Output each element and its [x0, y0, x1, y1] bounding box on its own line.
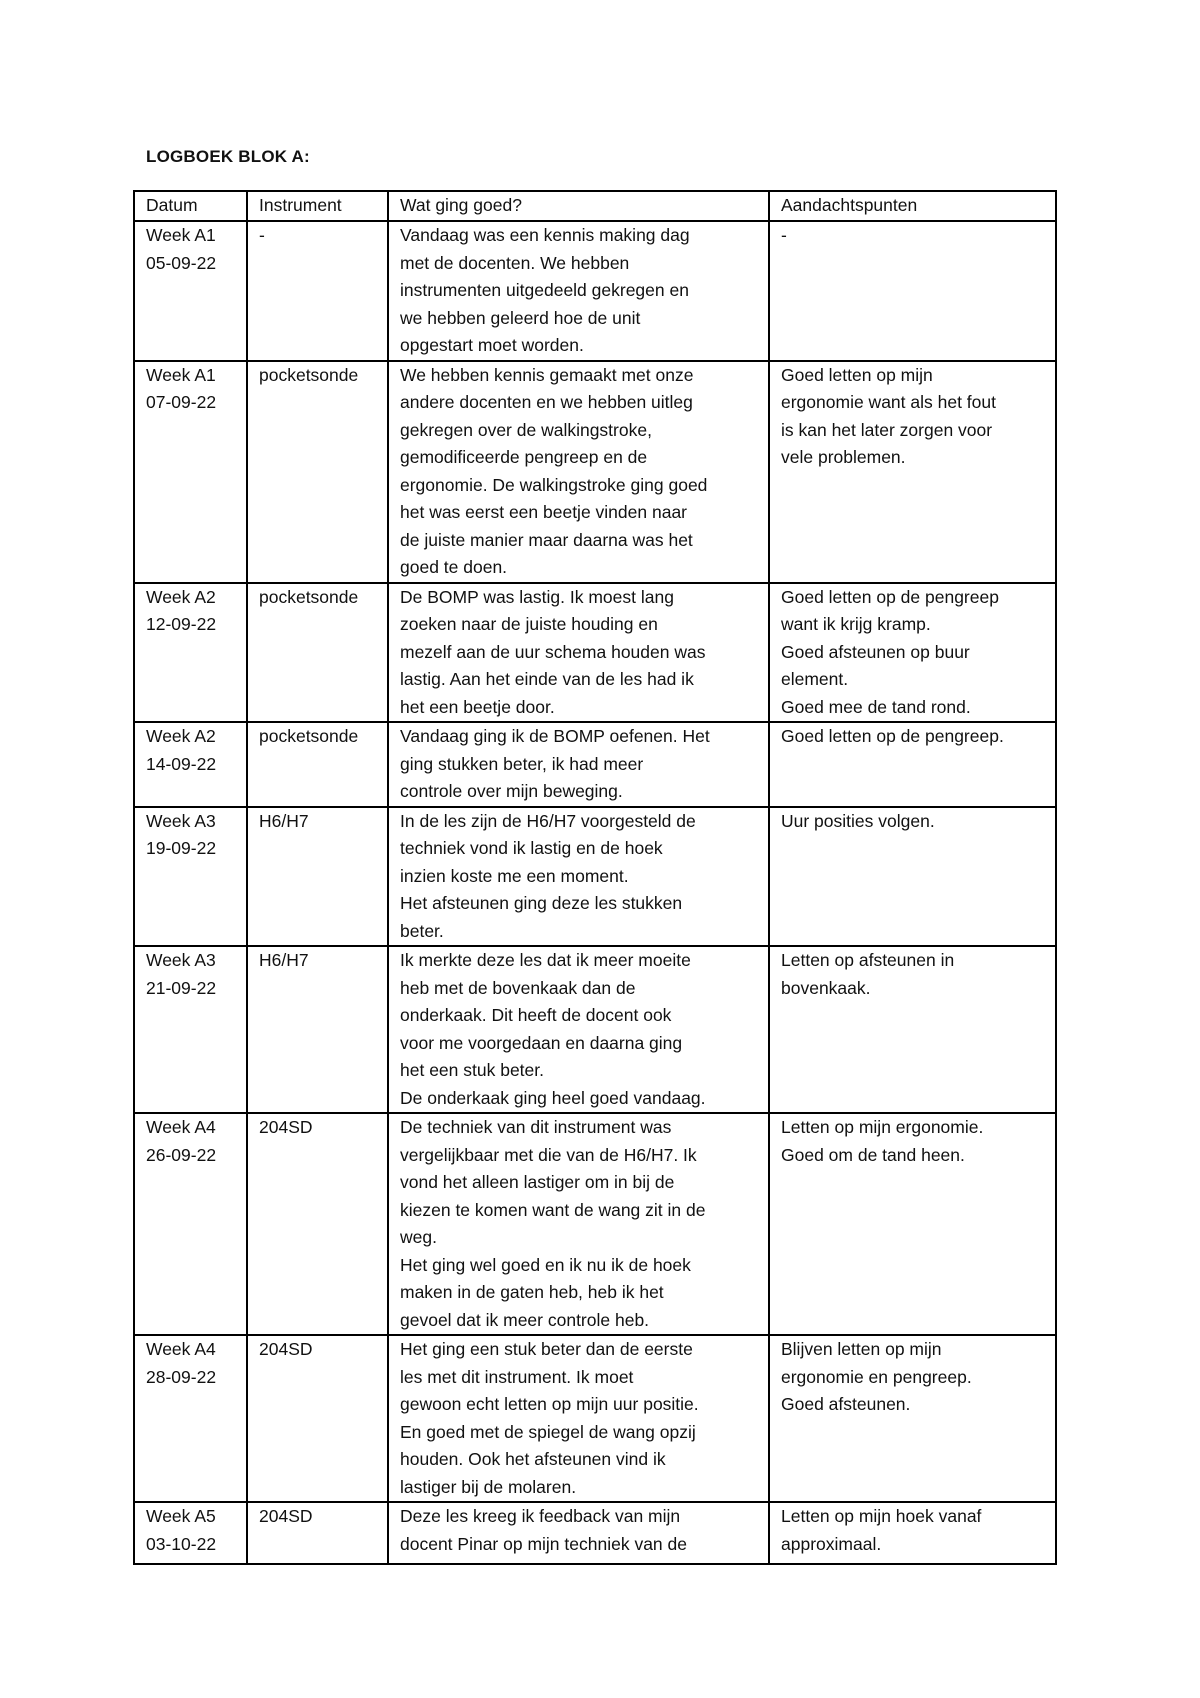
instrument-cell: 204SD	[247, 1113, 388, 1335]
text-line: gewoon echt letten op mijn uur positie.	[400, 1394, 699, 1414]
text-line: Letten op afsteunen in	[781, 950, 955, 970]
text-line: Goed letten op mijn	[781, 364, 933, 385]
aandachtspunten-cell	[769, 722, 1056, 807]
date-value: 14-09-22	[146, 753, 217, 774]
instrument-cell: 204SD	[247, 1335, 388, 1502]
text-line: gemodificeerde pengreep en de	[400, 447, 648, 467]
table-row	[134, 1335, 1056, 1502]
text-line: kiezen te komen want de wang zit in de	[400, 1199, 706, 1220]
date-value: 28-09-22	[146, 1366, 217, 1387]
text-line: houden. Ook het afsteunen vind ik	[400, 1449, 666, 1469]
week-label: Week A4	[146, 1339, 216, 1359]
instrument-cell: pocketsonde	[247, 361, 388, 583]
text-line: -	[781, 225, 787, 245]
text-line: De onderkaak ging heel goed vandaag.	[400, 1087, 706, 1108]
column-header-datum: Datum	[134, 191, 247, 221]
table-row	[134, 1113, 1056, 1335]
date-value: 19-09-22	[146, 838, 217, 858]
date-cell	[134, 722, 247, 807]
aandachtspunten-cell	[769, 1335, 1056, 1502]
text-line: Goed mee de tand rond.	[781, 696, 971, 717]
logbook-table	[133, 190, 1057, 1565]
date-cell	[134, 807, 247, 947]
text-line: goed te doen.	[400, 557, 508, 577]
instrument-cell: pocketsonde	[247, 583, 388, 723]
week-label: Week A3	[146, 950, 216, 970]
text-line: vergelijkbaar met die van de H6/H7. Ik	[400, 1144, 697, 1165]
text-line: Ik merkte deze les dat ik meer moeite	[400, 950, 691, 970]
text-line: voor me voorgedaan en daarna ging	[400, 1032, 683, 1053]
text-line: we hebben geleerd hoe de unit	[400, 307, 641, 328]
text-line: het was eerst een beetje vinden naar	[400, 502, 687, 522]
wat-ging-goed-cell	[388, 807, 769, 947]
wat-ging-goed-cell	[388, 1335, 769, 1502]
date-value: 26-09-22	[146, 1144, 217, 1165]
text-line: andere docenten en we hebben uitleg	[400, 392, 693, 412]
text-line: want ik krijg kramp.	[781, 614, 931, 634]
text-line: opgestart moet worden.	[400, 335, 584, 355]
text-line: maken in de gaten heb, heb ik het	[400, 1282, 664, 1302]
text-line: De BOMP was lastig. Ik moest lang	[400, 586, 674, 607]
text-line: Vandaag ging ik de BOMP oefenen. Het	[400, 726, 710, 746]
text-line: Goed letten op de pengreep	[781, 586, 999, 607]
text-line: gekregen over de walkingstroke,	[400, 419, 652, 440]
week-label: Week A1	[146, 225, 216, 245]
wat-ging-goed-cell	[388, 583, 769, 723]
aandachtspunten-cell	[769, 946, 1056, 1113]
text-line: In de les zijn de H6/H7 voorgesteld de	[400, 810, 696, 831]
instrument-cell: pocketsonde	[247, 722, 388, 807]
text-line: Blijven letten op mijn	[781, 1339, 942, 1359]
week-label: Week A2	[146, 726, 216, 746]
date-cell	[134, 1335, 247, 1502]
text-line: de juiste manier maar daarna was het	[400, 529, 693, 550]
date-value: 05-09-22	[146, 252, 217, 273]
text-line: Letten op mijn ergonomie.	[781, 1117, 984, 1137]
table-row	[134, 722, 1056, 807]
table-row	[134, 583, 1056, 723]
text-line: Het afsteunen ging deze les stukken	[400, 893, 683, 913]
text-line: Het ging wel goed en ik nu ik de hoek	[400, 1254, 691, 1275]
logbook-body	[134, 191, 1056, 1564]
wat-ging-goed-cell	[388, 722, 769, 807]
text-line: Goed afsteunen op buur	[781, 641, 970, 662]
text-line: bovenkaak.	[781, 977, 871, 998]
table-row	[134, 361, 1056, 583]
text-line: gevoel dat ik meer controle heb.	[400, 1309, 650, 1330]
text-line: lastig. Aan het einde van de les had ik	[400, 669, 694, 689]
text-line: vond het alleen lastiger om in bij de	[400, 1172, 675, 1192]
week-label: Week A3	[146, 810, 216, 831]
table-row	[134, 1502, 1056, 1564]
instrument-cell: H6/H7	[247, 807, 388, 947]
date-cell	[134, 583, 247, 723]
wat-ging-goed-cell	[388, 361, 769, 583]
date-cell	[134, 946, 247, 1113]
text-line: onderkaak. Dit heeft de docent ook	[400, 1005, 672, 1025]
text-line: weg.	[400, 1227, 437, 1247]
wat-ging-goed-cell	[388, 946, 769, 1113]
aandachtspunten-cell	[769, 1113, 1056, 1335]
text-line: Het ging een stuk beter dan de eerste	[400, 1339, 693, 1359]
table-row	[134, 221, 1056, 361]
text-line: We hebben kennis gemaakt met onze	[400, 364, 694, 385]
week-label: Week A2	[146, 586, 216, 607]
week-label: Week A4	[146, 1117, 216, 1137]
aandachtspunten-cell	[769, 583, 1056, 723]
text-line: ergonomie want als het fout	[781, 392, 996, 412]
date-value: 21-09-22	[146, 977, 217, 998]
text-line: ergonomie en pengreep.	[781, 1366, 972, 1387]
text-line: beter.	[400, 920, 444, 941]
column-header-aandachtspunten: Aandachtspunten	[769, 191, 1056, 221]
text-line: Goed afsteunen.	[781, 1394, 911, 1414]
date-cell	[134, 1113, 247, 1335]
date-value: 03-10-22	[146, 1533, 217, 1554]
header-row	[134, 191, 1056, 221]
instrument-cell: H6/H7	[247, 946, 388, 1113]
date-value: 07-09-22	[146, 392, 217, 412]
week-label: Week A1	[146, 364, 216, 385]
text-line: Letten op mijn hoek vanaf	[781, 1506, 982, 1526]
date-value: 12-09-22	[146, 614, 217, 634]
text-line: les met dit instrument. Ik moet	[400, 1366, 634, 1387]
text-line: ergonomie. De walkingstroke ging goed	[400, 474, 708, 495]
text-line: het een beetje door.	[400, 696, 555, 717]
text-line: Uur posities volgen.	[781, 810, 935, 831]
aandachtspunten-cell	[769, 361, 1056, 583]
text-line: Goed letten op de pengreep.	[781, 726, 1004, 746]
date-cell	[134, 221, 247, 361]
text-line: approximaal.	[781, 1533, 882, 1554]
wat-ging-goed-cell	[388, 1502, 769, 1564]
date-cell	[134, 1502, 247, 1564]
text-line: element.	[781, 669, 849, 689]
text-line: Deze les kreeg ik feedback van mijn	[400, 1506, 681, 1526]
text-line: vele problemen.	[781, 447, 906, 467]
wat-ging-goed-cell	[388, 221, 769, 361]
text-line: En goed met de spiegel de wang opzij	[400, 1421, 696, 1442]
table-row	[134, 807, 1056, 947]
text-line: heb met de bovenkaak dan de	[400, 977, 636, 998]
aandachtspunten-cell	[769, 221, 1056, 361]
text-line: Vandaag was een kennis making dag	[400, 225, 690, 245]
text-line: De techniek van dit instrument was	[400, 1117, 672, 1137]
instrument-cell: -	[247, 221, 388, 361]
text-line: controle over mijn beweging.	[400, 781, 623, 801]
text-line: docent Pinar op mijn techniek van de	[400, 1533, 687, 1554]
text-line: het een stuk beter.	[400, 1060, 544, 1080]
week-label: Week A5	[146, 1506, 216, 1526]
text-line: ging stukken beter, ik had meer	[400, 753, 644, 774]
page-title: LOGBOEK BLOK A:	[146, 147, 310, 166]
text-line: lastiger bij de molaren.	[400, 1476, 577, 1497]
text-line: instrumenten uitgedeeld gekregen en	[400, 280, 689, 300]
aandachtspunten-cell	[769, 1502, 1056, 1564]
text-line: techniek vond ik lastig en de hoek	[400, 838, 663, 858]
instrument-cell: 204SD	[247, 1502, 388, 1564]
date-cell	[134, 361, 247, 583]
text-line: Goed om de tand heen.	[781, 1144, 965, 1165]
text-line: is kan het later zorgen voor	[781, 419, 993, 440]
wat-ging-goed-cell	[388, 1113, 769, 1335]
column-header-wat-ging-goed: Wat ging goed?	[388, 191, 769, 221]
table-row	[134, 946, 1056, 1113]
aandachtspunten-cell	[769, 807, 1056, 947]
text-line: mezelf aan de uur schema houden was	[400, 641, 706, 662]
text-line: met de docenten. We hebben	[400, 252, 630, 273]
column-header-instrument: Instrument	[247, 191, 388, 221]
text-line: inzien koste me een moment.	[400, 865, 629, 886]
text-line: zoeken naar de juiste houding en	[400, 614, 658, 634]
